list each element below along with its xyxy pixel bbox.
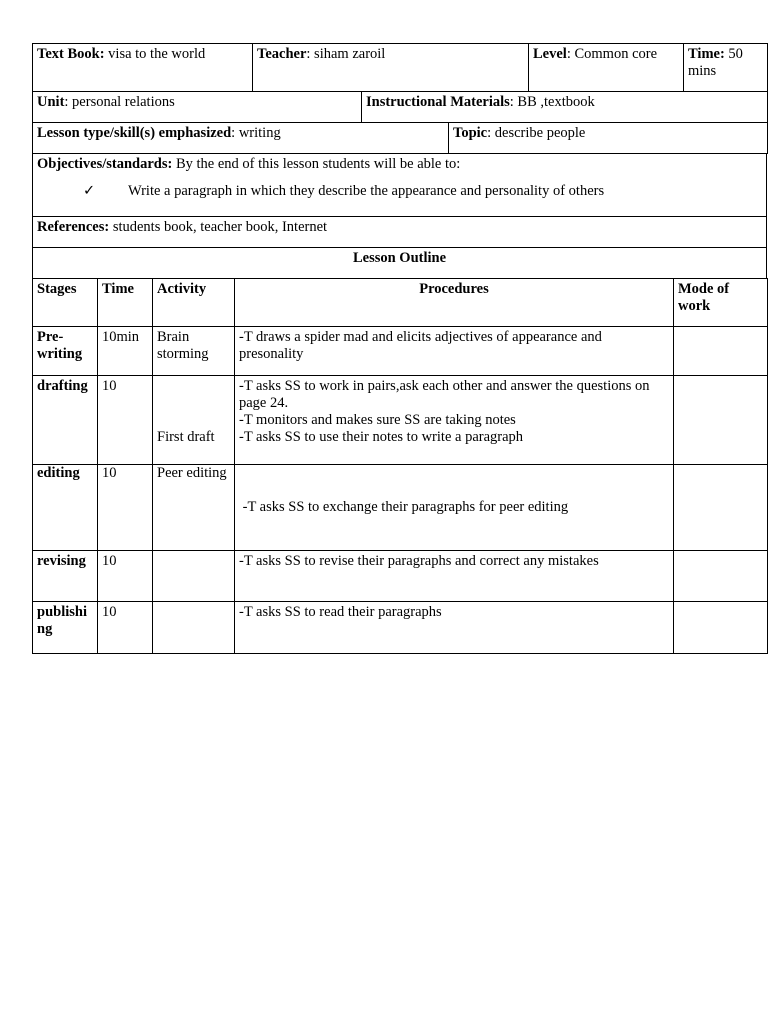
activity-cell bbox=[153, 602, 235, 654]
activity-cell bbox=[153, 376, 235, 465]
col-header-mode: Mode of work bbox=[674, 279, 768, 327]
outline-title: Lesson Outline bbox=[33, 248, 767, 279]
references-label: References: bbox=[37, 219, 110, 235]
mode-cell bbox=[674, 551, 768, 602]
unit-label: Unit bbox=[37, 94, 65, 110]
outline-header-row bbox=[33, 279, 768, 327]
materials-label: Instructional Materials bbox=[366, 94, 510, 110]
objectives-label: Objectives/standards: bbox=[37, 156, 173, 172]
col-header-procedures: Procedures bbox=[235, 279, 674, 327]
col-header-activity: Activity bbox=[153, 279, 235, 327]
procedures-cell bbox=[235, 551, 674, 602]
teacher-value: : siham zaroil bbox=[306, 46, 386, 62]
activity-text: First draft bbox=[157, 429, 215, 445]
table-row bbox=[33, 551, 768, 602]
textbook-cell bbox=[33, 44, 253, 92]
stage-cell: Pre-writing bbox=[33, 327, 98, 376]
textbook-label: Text Book: bbox=[37, 46, 105, 62]
textbook-value: visa to the world bbox=[108, 46, 206, 62]
activity-cell: Brain storming bbox=[153, 327, 235, 376]
procedures-cell bbox=[235, 376, 674, 465]
topic-label: Topic bbox=[453, 125, 488, 141]
activity-cell: Peer editing bbox=[153, 465, 235, 551]
mode-cell bbox=[674, 602, 768, 654]
time-cell: 10 bbox=[98, 465, 153, 551]
level-label: Level bbox=[533, 46, 567, 62]
procedure-line: -T asks SS to exchange their paragraphs for peer editing bbox=[239, 499, 569, 515]
col-header-stages: Stages bbox=[33, 279, 98, 327]
header-table-row1 bbox=[32, 43, 768, 92]
lesson-type-value: : writing bbox=[231, 125, 281, 141]
procedure-line: -T asks SS to read their paragraphs bbox=[239, 604, 442, 620]
topic-value: : describe people bbox=[487, 125, 586, 141]
level-cell bbox=[529, 44, 684, 92]
time-cell: 10 bbox=[98, 602, 153, 654]
stage-text: publishing bbox=[37, 604, 87, 637]
references-value: students book, teacher book, Internet bbox=[112, 219, 328, 235]
outline-title-table bbox=[32, 247, 767, 279]
time-cell: 10 bbox=[98, 376, 153, 465]
objectives-cell bbox=[33, 154, 767, 217]
unit-cell bbox=[33, 92, 362, 123]
teacher-label: Teacher bbox=[257, 46, 307, 62]
materials-cell bbox=[362, 92, 768, 123]
table-row bbox=[33, 376, 768, 465]
teacher-cell bbox=[253, 44, 529, 92]
stage-cell bbox=[33, 602, 98, 654]
stage-cell: drafting bbox=[33, 376, 98, 465]
level-value: : Common core bbox=[566, 46, 658, 62]
time-value: 50 mins bbox=[688, 46, 743, 79]
procedure-line: -T monitors and makes sure SS are taking notes bbox=[239, 412, 516, 428]
checkmark-icon: ✓ bbox=[83, 183, 96, 199]
procedure-line: -T asks SS to revise their paragraphs and correct any mistakes bbox=[239, 553, 599, 569]
objective-item-text: Write a paragraph in which they describe the appearance and personality of others bbox=[128, 183, 605, 199]
procedure-line: -T draws a spider mad and elicits adjectives of appearance and presonality bbox=[239, 329, 602, 362]
table-row bbox=[33, 465, 768, 551]
header-table-row2 bbox=[32, 91, 768, 123]
col-header-time: Time bbox=[98, 279, 153, 327]
materials-value: : BB ,textbook bbox=[509, 94, 595, 110]
objectives-table bbox=[32, 153, 767, 217]
time-label: Time: bbox=[688, 46, 725, 62]
references-table bbox=[32, 216, 767, 248]
procedure-line: -T asks SS to work in pairs,ask each other and answer the questions on page 24. bbox=[239, 378, 650, 411]
mode-cell bbox=[674, 465, 768, 551]
references-cell bbox=[33, 217, 767, 248]
mode-cell bbox=[674, 327, 768, 376]
time-cell: 10 bbox=[98, 551, 153, 602]
topic-cell bbox=[449, 123, 768, 154]
procedures-cell bbox=[235, 327, 674, 376]
time-cell: 10min bbox=[98, 327, 153, 376]
lesson-plan-sheet bbox=[32, 43, 767, 654]
stage-cell: revising bbox=[33, 551, 98, 602]
procedures-cell bbox=[235, 602, 674, 654]
outline-table bbox=[32, 278, 768, 654]
unit-value: : personal relations bbox=[64, 94, 175, 110]
procedure-line: -T asks SS to use their notes to write a paragraph bbox=[239, 429, 524, 445]
time-cell bbox=[684, 44, 768, 92]
lesson-type-cell bbox=[33, 123, 449, 154]
lesson-type-label: Lesson type/skill(s) emphasized bbox=[37, 125, 232, 141]
stage-cell: editing bbox=[33, 465, 98, 551]
procedures-cell bbox=[235, 465, 674, 551]
table-row bbox=[33, 327, 768, 376]
activity-cell bbox=[153, 551, 235, 602]
objectives-value: By the end of this lesson students will be able to: bbox=[175, 156, 461, 172]
objective-item bbox=[37, 183, 762, 200]
mode-cell bbox=[674, 376, 768, 465]
header-table-row3 bbox=[32, 122, 768, 154]
table-row bbox=[33, 602, 768, 654]
